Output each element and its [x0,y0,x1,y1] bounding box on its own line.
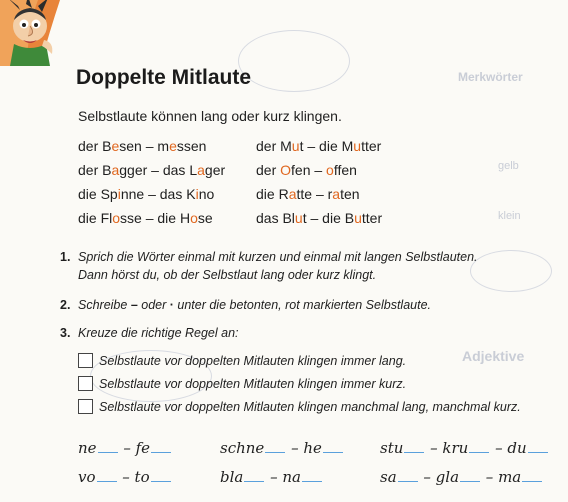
syllable-text: – ma [481,468,522,486]
rule-option-3 [78,399,521,414]
word-pair [256,210,382,226]
word-text: t – die B [302,210,355,226]
marked-vowel: o [190,210,198,226]
task-number: 2. [60,298,71,312]
marked-vowel: u [353,138,362,154]
option-label: Selbstlaute vor doppelten Mitlauten klingen manchmal lang, manchmal kurz. [99,400,521,414]
bleed-adjektive: Adjektive [462,348,525,364]
word-fragment-group [380,468,543,486]
word-text: no [198,186,215,202]
word-pair [256,138,381,154]
word-text: ssen [176,138,207,154]
word-text: se [197,210,213,226]
task-text: Sprich die Wörter einmal mit kurzen und einmal mit langen Selbstlauten. [78,250,478,264]
word-text: tter [361,138,382,154]
word-text: fen – [291,162,327,178]
word-text: nne – das K [120,186,196,202]
blank-line[interactable] [244,480,264,482]
word-text: t – die M [299,138,354,154]
word-text: sen – m [119,138,170,154]
dot-symbol: · [169,298,174,312]
marked-vowel: o [326,162,334,178]
word-fragment-group [78,468,172,486]
marked-vowel: O [280,162,292,178]
marked-vowel: e [111,138,120,154]
blank-line[interactable] [323,451,343,453]
intro-text: Selbstlaute können lang oder kurz klingen. [78,108,342,124]
word-text: ten [340,186,360,202]
syllable-text: ne [78,439,97,457]
checkbox[interactable] [78,353,93,368]
marked-vowel: i [117,186,121,202]
rule-option-2 [78,376,406,391]
word-pair [256,186,360,202]
task-number: 1. [60,250,71,264]
blank-line[interactable] [528,451,548,453]
word-text: das Bl [256,210,295,226]
syllable-text: stu [380,439,404,457]
syllable-text: schne [220,439,265,457]
bleed-shape [238,30,350,92]
marked-vowel: u [354,210,362,226]
rule-option-1 [78,353,406,368]
bleed-shape [470,250,552,292]
task-number: 3. [60,326,71,340]
word-text: der [256,162,281,178]
task-text-part: Schreibe [78,298,131,312]
word-text: die R [256,186,289,202]
word-text: der M [256,138,292,154]
marked-vowel: u [294,210,303,226]
blank-line[interactable] [151,451,171,453]
checkbox[interactable] [78,376,93,391]
word-text: ffen [333,162,357,178]
blank-line[interactable] [404,451,424,453]
blank-line[interactable] [265,451,285,453]
syllable-text: – fe [118,439,151,457]
blank-line[interactable] [469,451,489,453]
word-pair [78,210,213,226]
blank-line[interactable] [302,480,322,482]
option-label: Selbstlaute vor doppelten Mitlauten klingen immer lang. [99,354,407,368]
blank-line[interactable] [98,451,118,453]
marked-vowel: a [111,162,120,178]
task-text: Dann hörst du, ob der Selbstlaut lang oder kurz klingt. [78,268,377,282]
option-label: Selbstlaute vor doppelten Mitlauten klingen immer kurz. [99,377,407,391]
marked-vowel: i [195,186,199,202]
blank-line[interactable] [151,480,171,482]
word-text: tte – r [296,186,333,202]
marked-vowel: e [169,138,177,154]
syllable-text: vo [78,468,96,486]
syllable-text: – kru [425,439,469,457]
witch-mascot-illustration [0,0,74,66]
word-fragment-group [220,439,344,457]
blank-line[interactable] [97,480,117,482]
blank-line[interactable] [398,480,418,482]
word-text: ger [204,162,226,178]
task-text-part: unter die betonten, rot markierten Selbstlaute. [173,298,431,312]
bleed-klein: klein [498,210,521,222]
dash-symbol: – [130,298,138,312]
checkbox[interactable] [78,399,93,414]
syllable-text: – du [490,439,527,457]
marked-vowel: a [197,162,205,178]
word-fragment-group [380,439,549,457]
word-text: der B [78,162,112,178]
bleed-gelb: gelb [498,160,519,172]
blank-line[interactable] [522,480,542,482]
page-title: Doppelte Mitlaute [76,66,252,89]
syllable-text: – gla [418,468,460,486]
word-text: der B [78,138,112,154]
word-text: tter [361,210,383,226]
task-text: Kreuze die richtige Regel an: [78,326,239,340]
marked-vowel: a [288,186,297,202]
syllable-text: sa [380,468,397,486]
word-pair [78,162,225,178]
word-text: sse – die H [120,210,191,226]
word-fragment-group [220,468,323,486]
word-text: die Fl [78,210,113,226]
word-text: die Sp [78,186,118,202]
syllable-text: – na [265,468,301,486]
marked-vowel: a [332,186,341,202]
task-text-part: oder [137,298,170,312]
word-pair [256,162,357,178]
blank-line[interactable] [460,480,480,482]
word-fragment-group [78,439,172,457]
marked-vowel: o [112,210,121,226]
task-text [78,296,431,314]
syllable-text: – to [117,468,150,486]
marked-vowel: u [291,138,300,154]
bleed-merkwoerter: Merkwörter [458,70,523,84]
word-pair [78,186,214,202]
word-pair [78,138,206,154]
syllable-text: bla [220,468,244,486]
syllable-text: – he [286,439,322,457]
word-text: gger – das L [119,162,198,178]
